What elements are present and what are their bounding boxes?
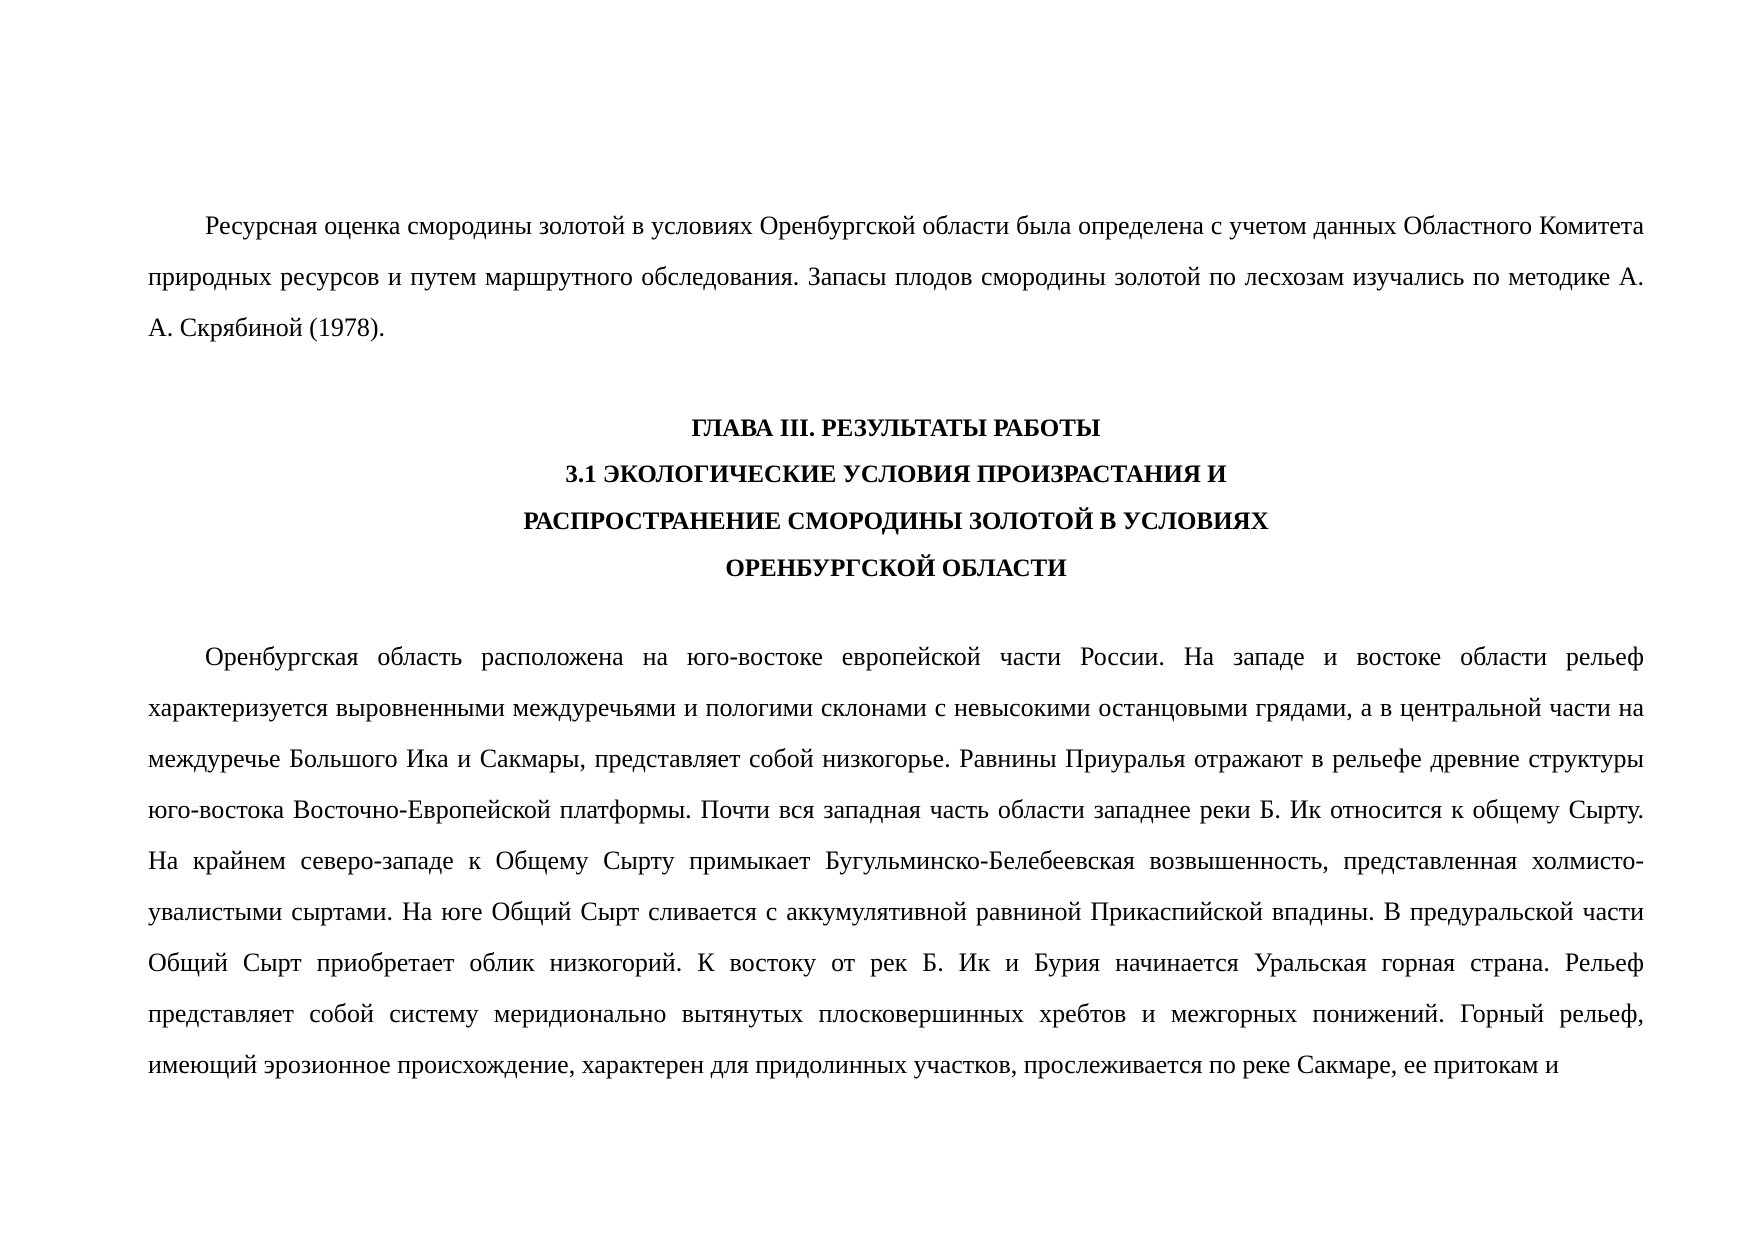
document-page [148, 200, 1644, 1090]
section-title-line-3: ОРЕНБУРГСКОЙ ОБЛАСТИ [725, 555, 1067, 582]
section-title [148, 451, 1644, 592]
chapter-heading: ГЛАВА III. РЕЗУЛЬТАТЫ РАБОТЫ [691, 415, 1101, 442]
section-title-line-1: 3.1 ЭКОЛОГИЧЕСКИЕ УСЛОВИЯ ПРОИЗРАСТАНИЯ И [565, 461, 1227, 488]
body-paragraph: Оренбургская область расположена на юго-востоке европейской части России. На западе и востоке области рельеф характеризуется выровненными междуречьями и пологими склонами с невысокими останцовыми грядами, а в центральной части на междуречье Большого Ика и Сакмары, представляет собой низкогорье. Равнины Приуралья отражают в рельефе древние структуры юго-востока Восточно-Европейской платформы. Почти вся западная часть области западнее реки Б. Ик относится к общему Сырту. На крайнем северо-западе к Общему Сырту примыкает Бугульминско-Белебеевская возвышенность, представленная холмисто-увалистыми сыртами. На юге Общий Сырт сливается с аккумулятивной равниной Прикаспийской впадины. В предуральской части Общий Сырт приобретает облик низкогорий. К востоку от рек Б. Ик и Бурия начинается Уральская горная страна. Рельеф представляет собой систему меридионально вытянутых плосковершинных хребтов и межгорных понижений. Горный рельеф, имеющий эрозионное происхождение, характерен для придолинных участков, прослеживается по реке Сакмаре, ее притокам и [148, 642, 1644, 1079]
section-title-line-2: РАСПРОСТРАНЕНИЕ СМОРОДИНЫ ЗОЛОТОЙ В УСЛОВИЯХ [523, 508, 1269, 535]
intro-paragraph: Ресурсная оценка смородины золотой в условиях Оренбургской области была определена с учетом данных Областного Комитета природных ресурсов и путем маршрутного обследования. Запасы плодов смородины золотой по лесхозам изучались по методике А. А. Скрябиной (1978). [148, 211, 1644, 342]
